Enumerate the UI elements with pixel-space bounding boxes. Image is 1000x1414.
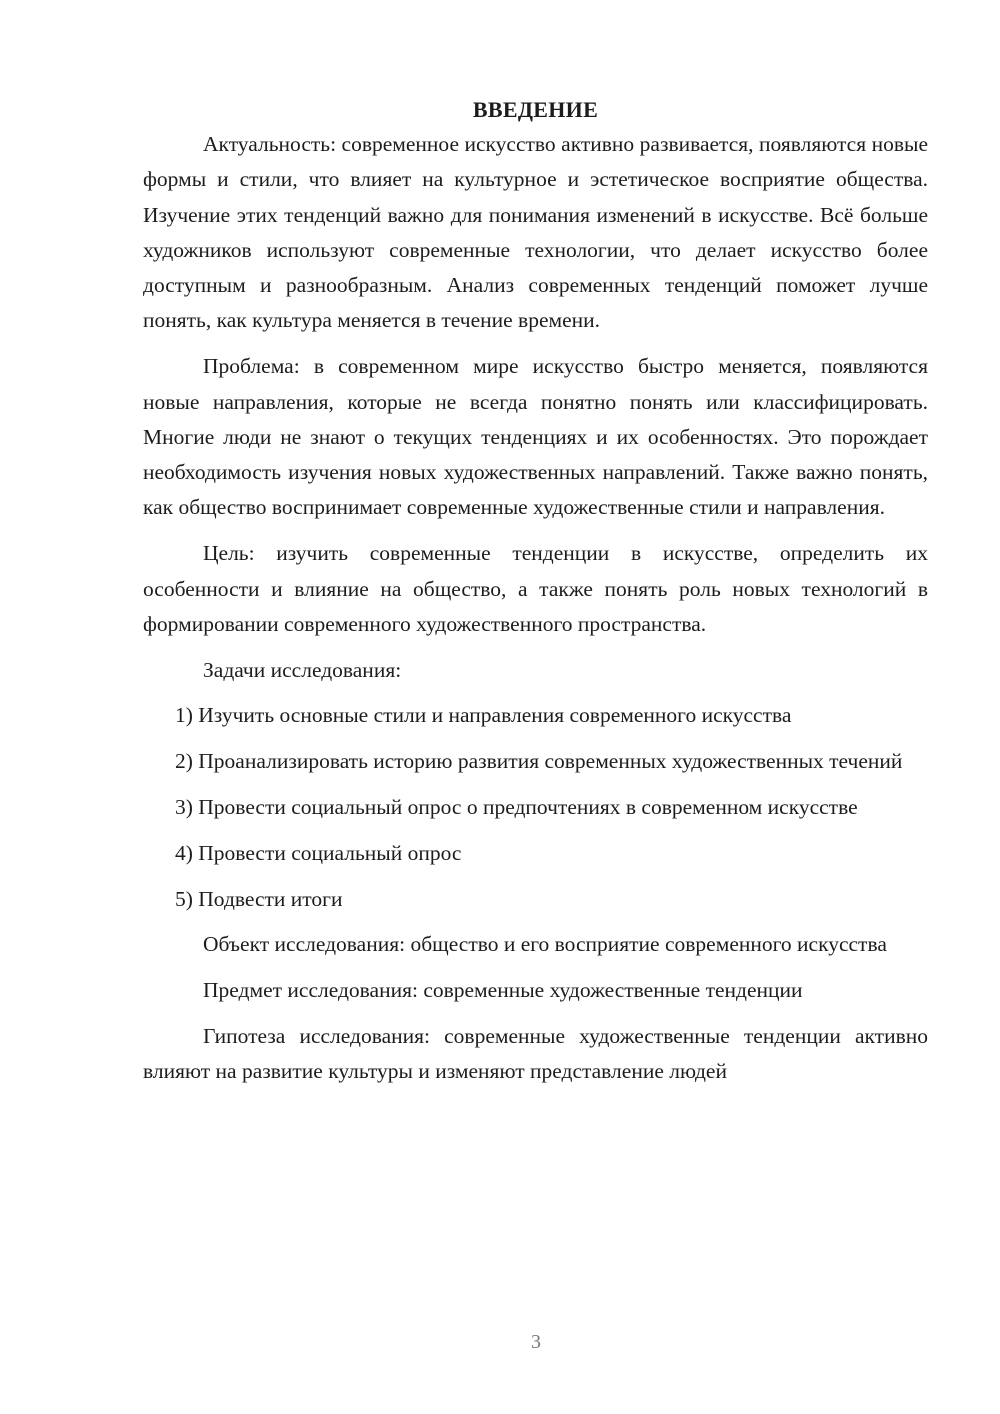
page-title: ВВЕДЕНИЕ	[472, 97, 599, 122]
task-item-1: 1) Изучить основные стили и направления современного искусства	[175, 703, 792, 728]
task-item-5: 5) Подвести итоги	[175, 886, 343, 911]
page-number: 3	[531, 1331, 541, 1353]
task-item-4: 4) Провести социальный опрос	[175, 840, 462, 865]
task-item-3: 3) Провести социальный опрос о предпочтениях в современном искусстве	[175, 795, 858, 820]
paragraph-hypothesis: Гипотеза исследования: современные художественные тенденции активно влияют на развитие культуры и изменяют представление людей	[143, 1024, 928, 1084]
paragraph-subject: Предмет исследования: современные художественные тенденции	[203, 978, 803, 1003]
tasks-heading: Задачи исследования:	[203, 657, 402, 682]
task-item-2: 2) Проанализировать историю развития современных художественных течений	[175, 749, 903, 774]
paragraph-relevance: Актуальность: современное искусство активно развивается, появляются новые формы и стили, что влияет на культурное и эстетическое восприятие общества. Изучение этих тенденций важно для понимания изменений в искусстве. Всё больше художников используют современные технологии, что делает искусство более доступным и разнообразным. Анализ современных тенденций поможет лучше понять, как культура меняется в течение времени.	[143, 132, 928, 333]
document-page	[143, 92, 928, 1100]
paragraph-problem: Проблема: в современном мире искусство быстро меняется, появляются новые направления, которые не всегда понятно понять или классифицировать. Многие люди не знают о текущих тенденциях и их особенностях. Это порождает необходимость изучения новых художественных направлений. Также важно понять, как общество воспринимает современные художественные стили и направления.	[143, 354, 928, 520]
paragraph-goal: Цель: изучить современные тенденции в искусстве, определить их особенности и влияние на общество, а также понять роль новых технологий в формировании современного художественного пространства.	[143, 541, 928, 636]
paragraph-object: Объект исследования: общество и его восприятие современного искусства	[203, 932, 887, 957]
